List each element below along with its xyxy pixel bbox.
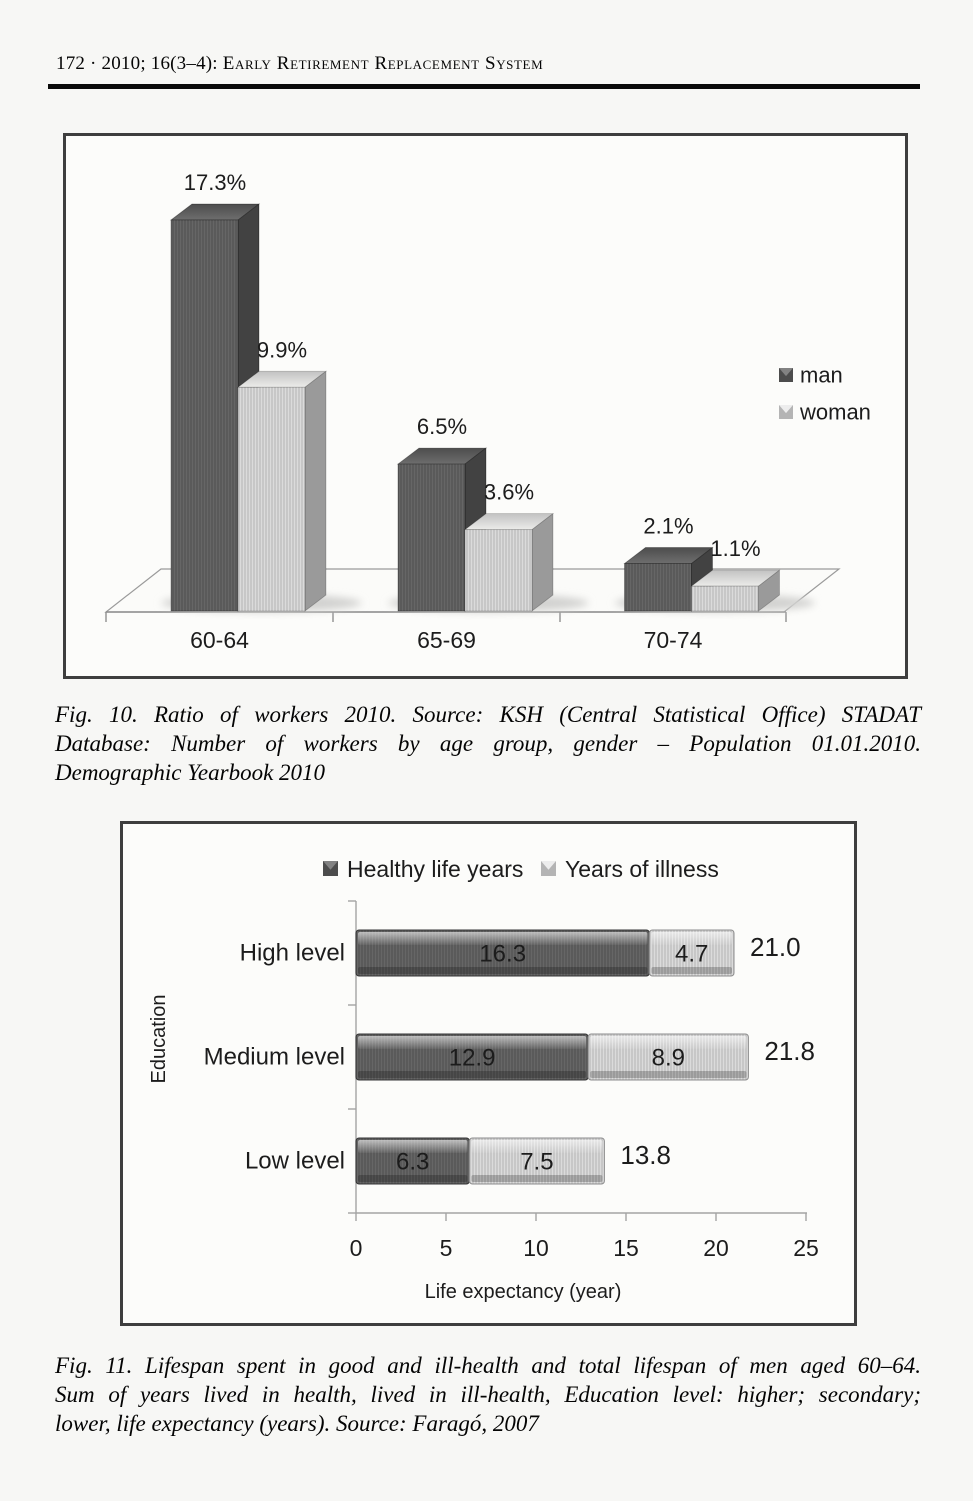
journal-header [56,53,922,75]
segment-value: 7.5 [520,1148,554,1176]
figure10-caption [55,700,921,787]
category-label: Low level [244,1147,345,1175]
x-tick-label: 20 [703,1235,729,1261]
total-label: 13.8 [620,1140,672,1170]
x-tick-label: 25 [793,1235,819,1261]
segment-value: 4.7 [675,940,709,968]
legend-label-man: man [800,362,843,388]
legend-label-woman: woman [800,399,871,425]
category-label: 60-64 [190,627,249,653]
stacked-bar-High level [356,930,734,976]
category-label: Medium level [203,1043,345,1071]
figure10-chart-canvas [66,136,905,676]
total-label: 21.0 [750,932,801,962]
legend [323,856,719,882]
segment-value: 8.9 [651,1044,685,1072]
bar-woman-60-64 [238,371,326,611]
x-tick-label: 0 [349,1235,363,1261]
legend-label-healthy: Healthy life years [347,856,524,882]
bar-woman-70-74 [692,570,780,611]
caption-line: Sum of years lived in health, lived in ill-health, Education level: higher; secondary; [55,1382,921,1407]
data-label: 1.1% [710,536,761,562]
legend-cube-woman-icon [779,405,793,419]
x-tick-label: 10 [523,1235,549,1261]
stacked-bar-Medium level [356,1034,748,1080]
x-axis-title: Life expectancy (year) [424,1281,622,1303]
data-label: 6.5% [416,414,468,440]
x-axis [106,612,786,622]
data-label: 3.6% [483,479,535,505]
segment-value: 6.3 [396,1148,430,1176]
y-axis-title: Education [148,994,170,1084]
stacked-bar-Low level [356,1138,604,1184]
legend-label-illness: Years of illness [565,856,719,882]
data-label: 9.9% [256,337,308,363]
segment-value: 12.9 [448,1044,496,1072]
figure11-chart-canvas [123,824,854,1323]
figure11-chart-frame [120,821,857,1326]
data-label: 17.3% [183,170,247,196]
category-label: High level [239,939,345,967]
bar-woman-65-69 [465,514,553,611]
figure11-caption [55,1351,921,1438]
caption-line: Fig. 11. Lifespan spent in good and ill-health and total lifespan of men aged 60–64. [55,1353,921,1378]
category-label: 70-74 [643,627,703,653]
data-label: 2.1% [643,513,694,539]
journal-header-citation: 172 · 2010; 16(3–4): [56,53,223,74]
legend [779,363,871,425]
caption-line: Database: Number of workers by age group, gender – Population 01.01.2010. [55,731,921,756]
total-label: 21.8 [764,1036,816,1066]
header-rule [48,84,920,89]
journal-header-title: Early Retirement Replacement System [222,53,544,74]
legend-cube-illness-icon [541,861,556,876]
legend-cube-healthy-icon [323,861,338,876]
segment-value: 16.3 [479,940,527,968]
caption-line: Fig. 10. Ratio of workers 2010. Source: KSH (Central Statistical Office) STADAT [55,702,921,727]
category-label: 65-69 [417,627,476,653]
caption-line: lower, life expectancy (years). Source: Faragó, 2007 [55,1411,539,1436]
x-tick-label: 5 [439,1235,453,1261]
caption-line: Demographic Yearbook 2010 [55,760,326,785]
x-tick-label: 15 [613,1235,639,1261]
legend-cube-man-icon [779,368,793,382]
figure10-chart-frame [63,133,908,679]
